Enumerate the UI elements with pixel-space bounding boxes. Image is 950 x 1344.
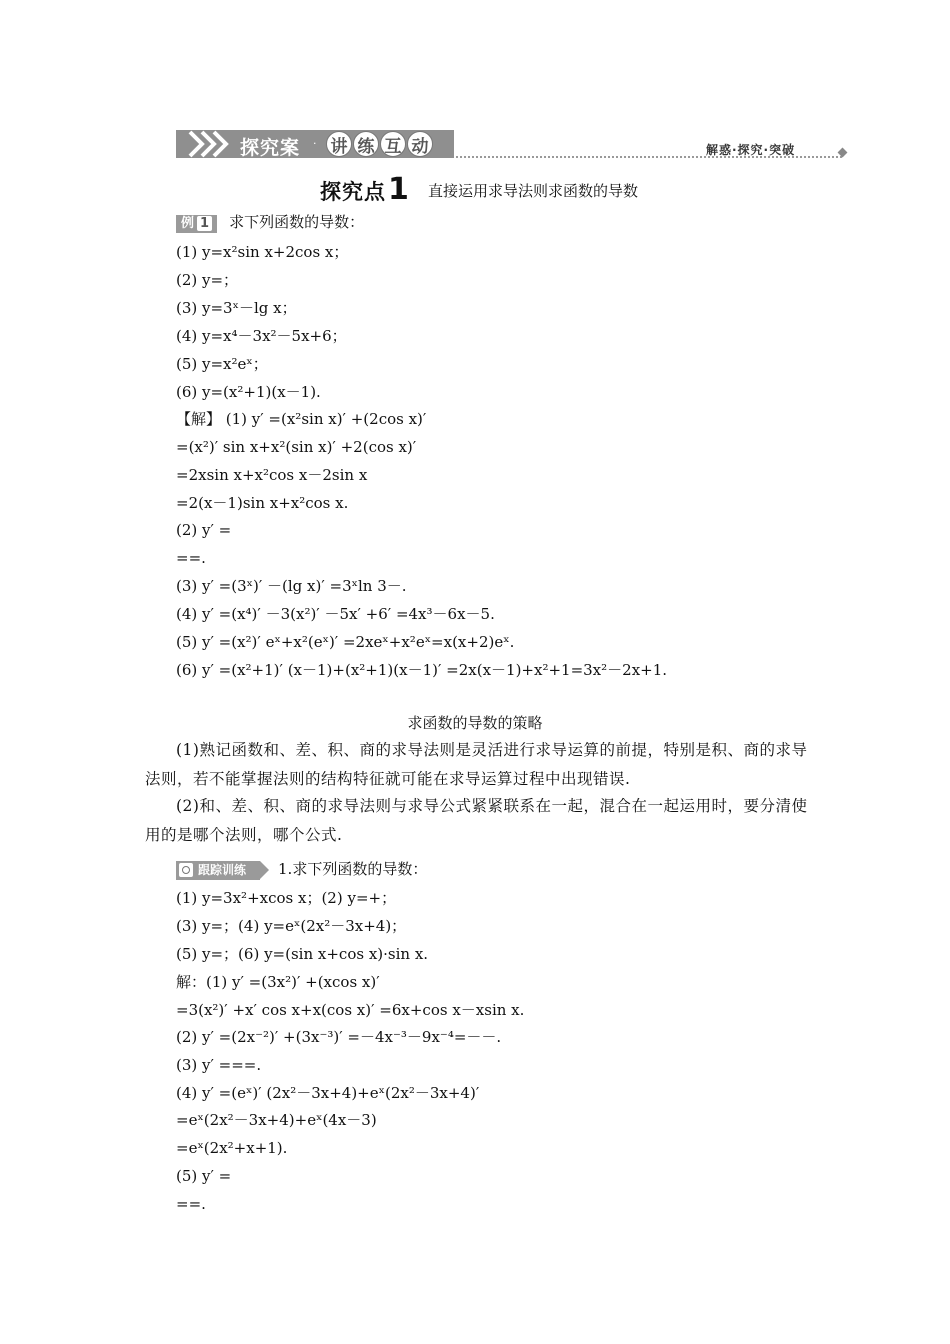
solution-line: =(x²)′ sin x+x²(sin x)′ +2(cos x)′	[176, 438, 417, 456]
practice-line: (4) y′ =(eˣ)′ (2x²－3x+4)+eˣ(2x²－3x+4)′	[176, 1084, 480, 1102]
section-heading	[320, 172, 638, 207]
example-line: (3) y=3ˣ－lg x；	[176, 299, 297, 317]
example-prompt: 求下列函数的导数：	[229, 213, 365, 231]
practice-line: (5) y′ =	[176, 1167, 232, 1185]
practice-line: =3(x²)′ +x′ cos x+x(cos x)′ =6x+cos x－xsin x.	[176, 1001, 525, 1019]
chevron-arrows-icon	[176, 130, 236, 158]
strategy-paragraph: (2)和、差、积、商的求导法则与求导公式紧紧联系在一起，混合在一起运用时，要分清使用的是哪个法则，哪个公式.	[145, 797, 808, 844]
example-line: (2) y=；	[176, 271, 239, 289]
example-line: (4) y=x⁴－3x²－5x+6；	[176, 327, 347, 345]
practice-line: =eˣ(2x²－3x+4)+eˣ(4x－3)	[176, 1111, 377, 1129]
practice-line: (2) y′ =(2x⁻²)′ +(3x⁻³)′ =－4x⁻³－9x⁻⁴=－－.	[176, 1028, 502, 1046]
section-subtitle: 直接运用求导法则求函数的导数	[427, 182, 638, 200]
example-tag-number: 1	[197, 216, 212, 231]
banner-right-label: 解惑·探究·突破	[706, 143, 796, 157]
example-tag-label: 例	[181, 216, 195, 231]
practice-prompt: 1.求下列函数的导数：	[278, 860, 428, 878]
section-label: 探究点	[320, 180, 386, 204]
solution-line: (6) y′ =(x²+1)′ (x－1)+(x²+1)(x－1)′ =2x(x－1)+x²+1=3x²－2x+1.	[176, 661, 668, 679]
practice-line: (3) y′ ===.	[176, 1056, 262, 1074]
solution-line: (5) y′ =(x²)′ eˣ+x²(eˣ)′ =2xeˣ+x²eˣ=x(x+2)eˣ.	[176, 633, 515, 651]
solution-line: (2) y′ =	[176, 521, 232, 539]
solution-line: (3) y′ =(3ˣ)′ －(lg x)′ =3ˣln 3－.	[176, 577, 407, 595]
practice-line: (5) y=；(6) y=(sin x+cos x)·sin x.	[176, 945, 429, 963]
circled-char: 动	[407, 131, 433, 157]
strategy-title: 求函数的导数的策略	[407, 714, 543, 732]
solution-line: =2xsin x+x²cos x－2sin x	[176, 466, 368, 484]
example-line: (6) y=(x²+1)(x－1).	[176, 383, 321, 401]
banner-title: 探究案	[240, 137, 301, 159]
notebook-icon	[179, 863, 193, 877]
section-number: 1	[388, 172, 409, 207]
strategy-paragraph: (1)熟记函数和、差、积、商的求导法则是灵活进行求导运算的前提，特别是积、商的求导法则，若不能掌握法则的结构特征就可能在求导运算过程中出现错误.	[145, 741, 808, 788]
example-line: (1) y=x²sin x+2cos x；	[176, 243, 349, 261]
example-tag	[176, 215, 217, 233]
practice-line: (3) y=；(4) y=eˣ(2x²－3x+4)；	[176, 917, 407, 935]
banner-circled-words	[326, 131, 433, 157]
header-banner	[176, 130, 848, 160]
banner-dot: ·	[313, 137, 317, 150]
practice-line: 解：(1) y′ =(3x²)′ +(xcos x)′	[176, 973, 380, 991]
solution-line: =2(x－1)sin x+x²cos x.	[176, 494, 349, 512]
circled-char: 互	[380, 131, 406, 157]
circled-char: 练	[353, 131, 379, 157]
example-header	[176, 212, 364, 233]
practice-tag	[176, 861, 260, 880]
practice-line: =eˣ(2x²+x+1).	[176, 1139, 288, 1157]
solution-line: ==.	[176, 549, 206, 567]
solution-line: (4) y′ =(x⁴)′ －3(x²)′ －5x′ +6′ =4x³－6x－5.	[176, 605, 495, 623]
solution-line: 【解】 (1) y′ =(x²sin x)′ +(2cos x)′	[176, 410, 427, 428]
circled-char: 讲	[326, 131, 352, 157]
practice-line: (1) y=3x²+xcos x；(2) y=+；	[176, 889, 397, 907]
example-line: (5) y=x²eˣ；	[176, 355, 268, 373]
practice-tag-label: 跟踪训练	[198, 863, 247, 877]
practice-header	[176, 859, 427, 880]
practice-line: ==.	[176, 1195, 206, 1213]
